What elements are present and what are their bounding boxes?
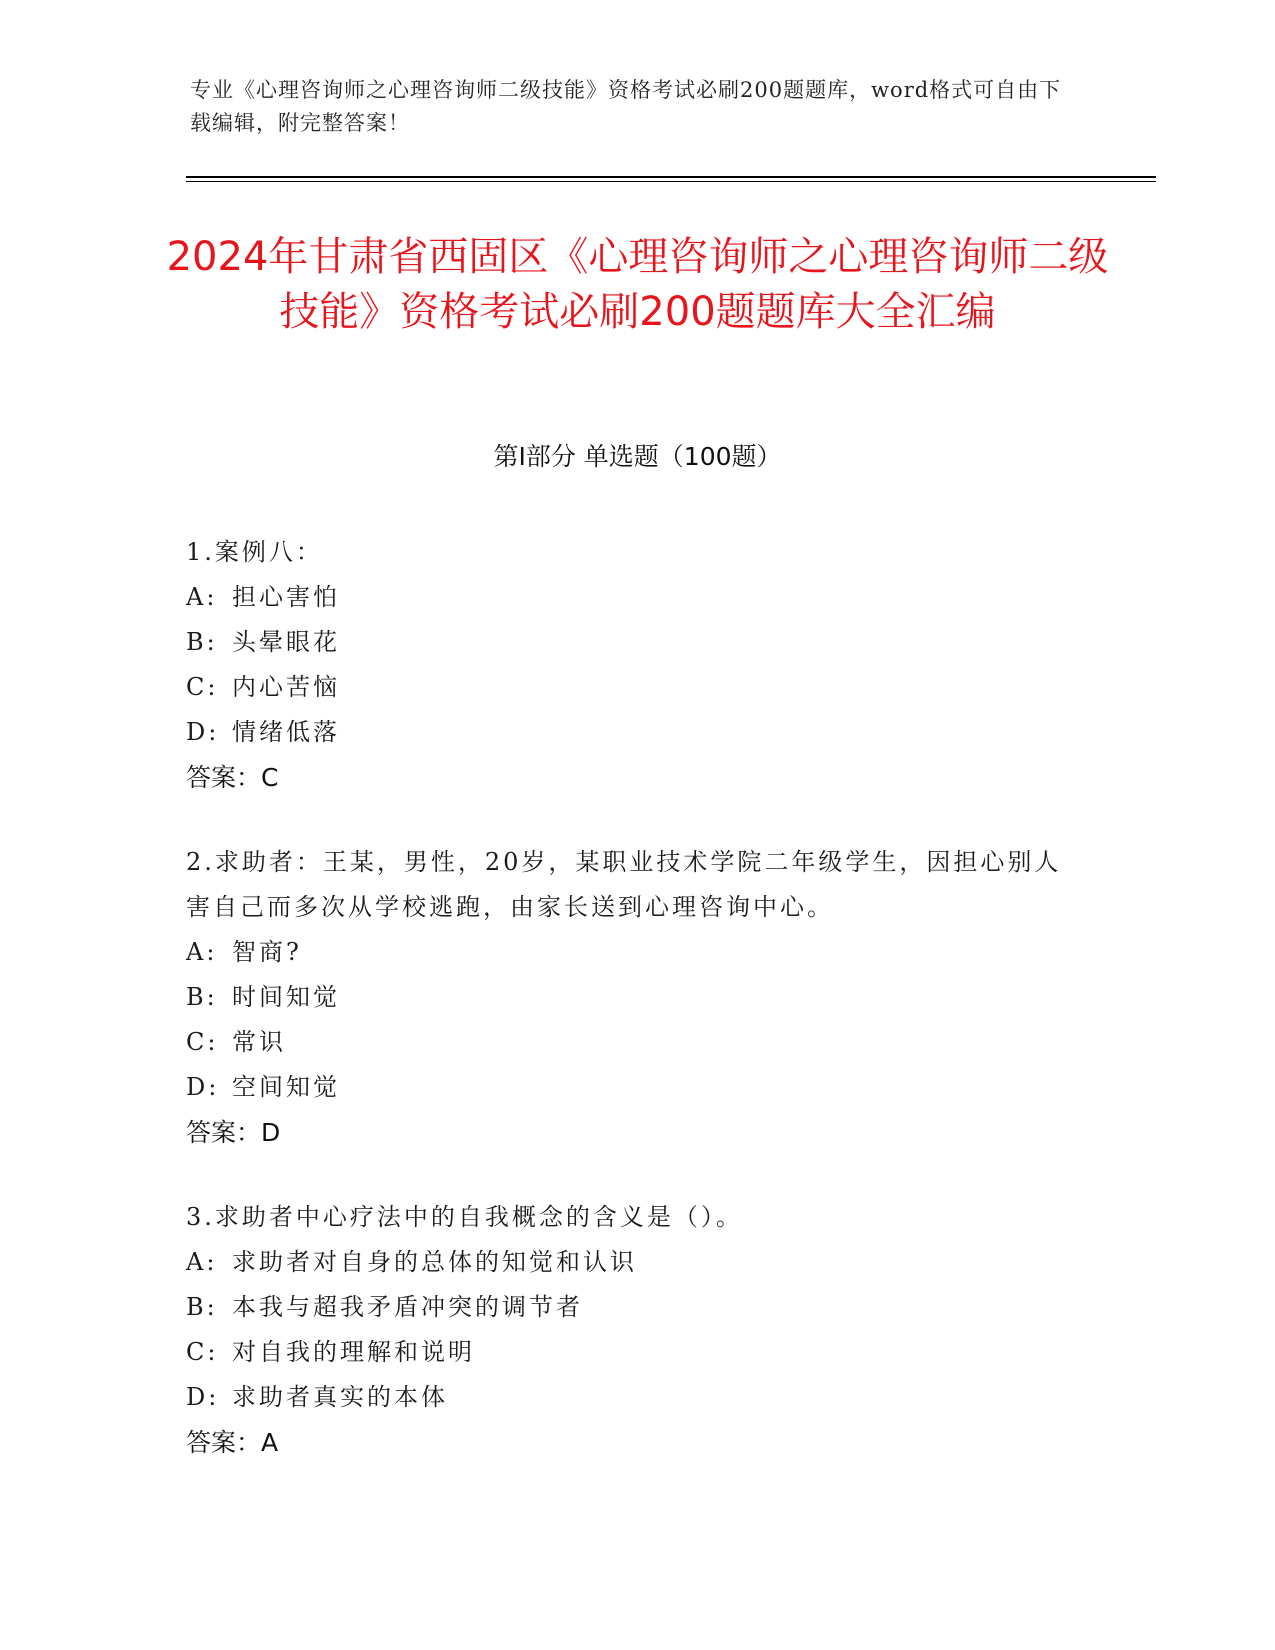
answer-line: 答案：D (186, 1118, 281, 1147)
option-a (186, 1240, 1086, 1285)
header-note: 专业《心理咨询师之心理咨询师二级技能》资格考试必刷200题题库，word格式可自由下载编辑，附完整答案！ (190, 78, 1062, 135)
question-stem: 2.求助者：王某，男性，20岁，某职业技术学院二年级学生，因担心别人害自己而多次从学校逃跑，由家长送到心理咨询中心。 (186, 848, 1062, 921)
question-stem: 3.求助者中心疗法中的自我概念的含义是（）。 (186, 1203, 743, 1231)
question-3 (186, 1195, 1086, 1465)
option-c (186, 1330, 1086, 1375)
option-text: 常识 (232, 1028, 286, 1056)
option-text: 担心害怕 (232, 583, 340, 611)
option-text: 智商? (232, 938, 302, 966)
option-text: 内心苦恼 (232, 673, 340, 701)
question-stem: 1.案例八： (186, 538, 323, 566)
option-text: 求助者真实的本体 (232, 1383, 448, 1411)
option-letter: D: (186, 1073, 220, 1101)
option-letter: D: (186, 1383, 220, 1411)
option-letter: D: (186, 718, 220, 746)
option-letter: B: (186, 628, 218, 656)
option-b (186, 1285, 1086, 1330)
document-title: 2024年甘肃省西固区《心理咨询师之心理咨询师二级技能》资格考试必刷200题题库大全汇编 (166, 234, 1109, 335)
option-letter: A: (186, 938, 218, 966)
option-text: 时间知觉 (232, 983, 340, 1011)
answer-line: 答案：A (186, 1428, 279, 1457)
option-text: 本我与超我矛盾冲突的调节者 (232, 1293, 583, 1321)
question-1 (186, 530, 1086, 800)
option-text: 头晕眼花 (232, 628, 340, 656)
option-a (186, 575, 1086, 620)
option-text: 对自我的理解和说明 (232, 1338, 475, 1366)
option-d (186, 1375, 1086, 1420)
option-d (186, 710, 1086, 755)
answer-line: 答案：C (186, 763, 279, 792)
option-d (186, 1065, 1086, 1110)
option-letter: B: (186, 983, 218, 1011)
option-letter: C: (186, 673, 219, 701)
option-a (186, 930, 1086, 975)
option-letter: A: (186, 583, 218, 611)
section-heading: 第Ⅰ部分 单选题（100题） (493, 442, 782, 471)
question-list (186, 530, 1086, 1505)
header-divider-thin (186, 181, 1156, 182)
option-text: 情绪低落 (232, 718, 340, 746)
option-letter: C: (186, 1028, 219, 1056)
option-c (186, 665, 1086, 710)
option-letter: B: (186, 1293, 218, 1321)
option-text: 求助者对自身的总体的知觉和认识 (232, 1248, 637, 1276)
question-2 (186, 840, 1086, 1155)
option-letter: C: (186, 1338, 219, 1366)
option-b (186, 620, 1086, 665)
option-b (186, 975, 1086, 1020)
header-divider-thick (186, 176, 1156, 178)
option-text: 空间知觉 (232, 1073, 340, 1101)
option-c (186, 1020, 1086, 1065)
option-letter: A: (186, 1248, 218, 1276)
